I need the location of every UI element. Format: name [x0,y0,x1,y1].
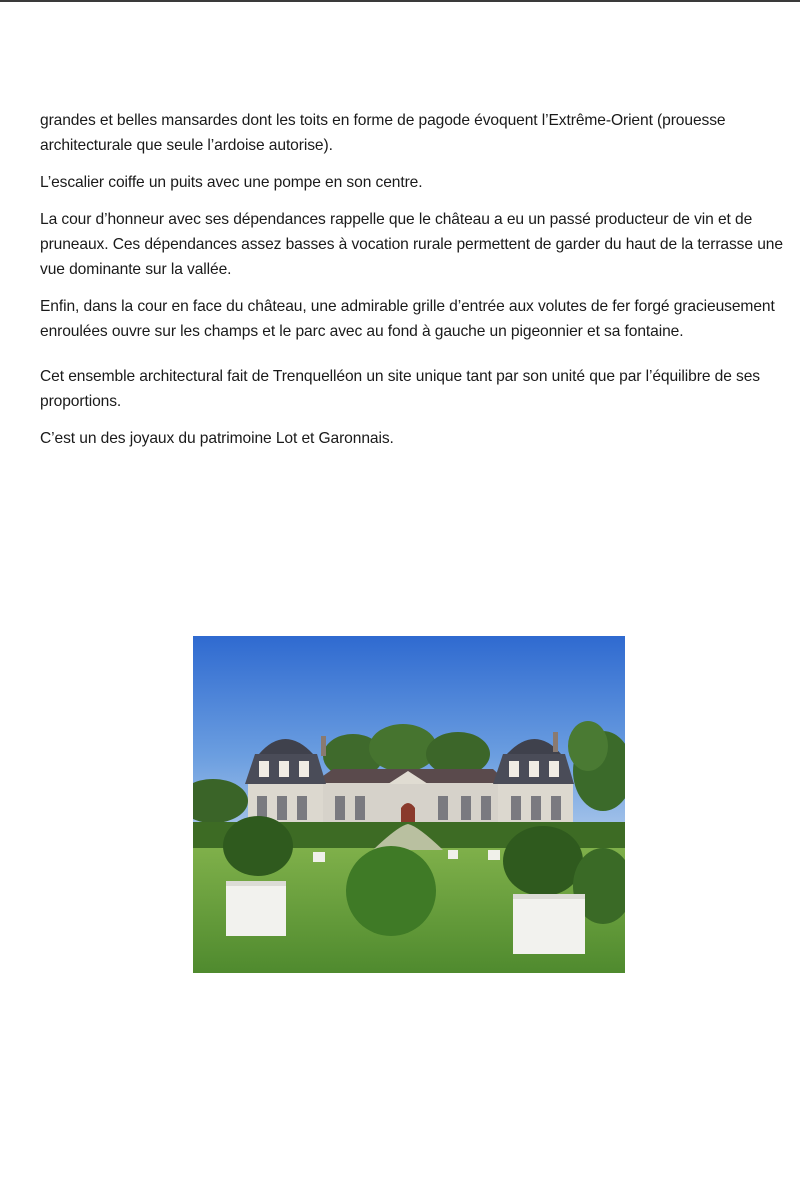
paragraph-escalier: L’escalier coiffe un puits avec une pompe en son centre. [40,174,423,191]
paragraph-ensemble: Cet ensemble architectural fait de Trenquelléon un site unique tant par son unité que par l’équilibre de ses proportions. [40,368,760,410]
paragraph-joyaux: C’est un des joyaux du patrimoine Lot et Garonnais. [40,430,394,447]
paragraph-mansardes: grandes et belles mansardes dont les toits en forme de pagode évoquent l’Extrême-Orient (prouesse architecturale que seule l’ardoise autorise). [40,112,726,154]
paragraph-grille: Enfin, dans la cour en face du château, une admirable grille d’entrée aux volutes de fer forgé gracieusement enroulées ouvre sur les champs et le parc avec au fond à gauche un pigeonnier et sa fontaine. [40,298,775,340]
chateau-illustration [193,636,625,973]
chateau-photo [193,636,625,973]
document-body [40,108,785,463]
page-top-rule [0,0,800,2]
topiary-shrub [346,846,436,936]
paragraph-cour-honneur: La cour d’honneur avec ses dépendances rappelle que le château a eu un passé producteur de vin et de pruneaux. Ces dépendances assez basses à vocation rurale permettent de garder du haut de la terrasse une vue dominante sur la vallée. [40,211,783,278]
